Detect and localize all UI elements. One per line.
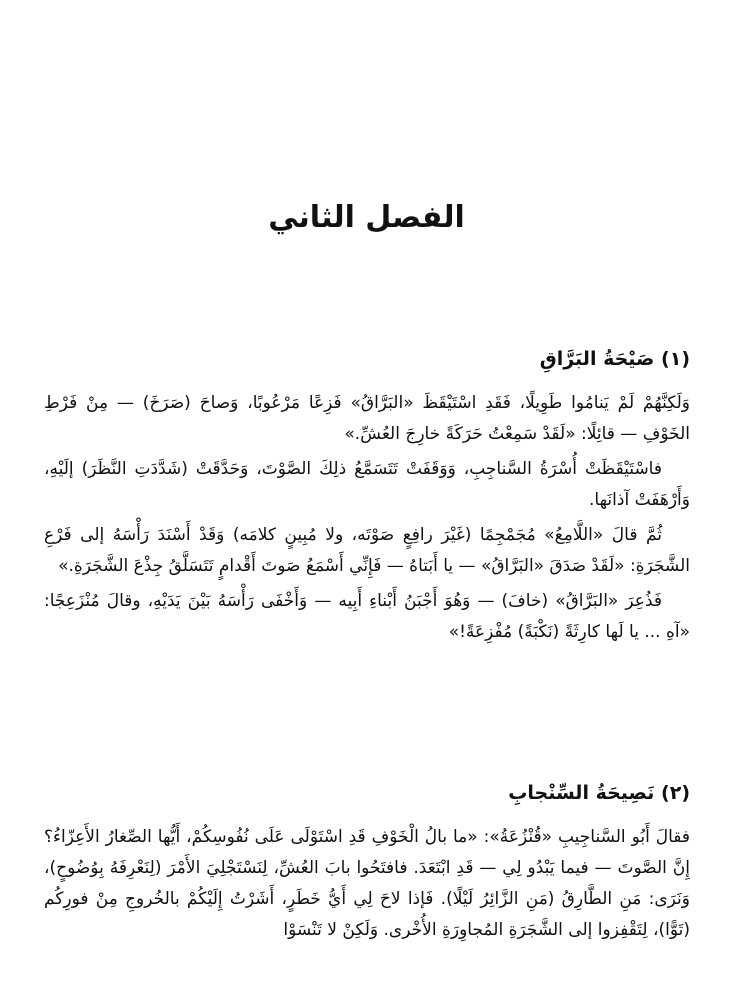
section-bright-ones-cry <box>44 348 690 652</box>
section-squirrel-advice <box>44 782 690 950</box>
paragraph: فاسْتَيْقَظَتْ أُسْرَةُ السَّناجِبِ، وَوَقَفَتْ تَتَسَمَّعُ ذلِكَ الصَّوْتَ، وَحَدَّقَتْ (شَدَّدَتِ النَّظَرَ) إلَيْهِ، وَأَرْهَفَتْ آذانَها. <box>44 459 690 510</box>
paragraph: وَلَكِنَّهُمْ لَمْ يَنامُوا طَوِيلًا، فَقَدِ اسْتَيْقَظَ «البَرَّاقُ» فَزِعًا مَرْعُوبًا، وَصاحَ (صَرَخَ) — مِنْ فَرْطِ الخَوْفِ — قائِلًا: «لَقَدْ سَمِعْتُ حَرَكَةً خارِجَ العُشِّ.» <box>44 393 690 444</box>
section-heading: (١) صَيْحَةُ البَرَّاقِ <box>539 348 690 370</box>
paragraph: فقالَ أَبُو السَّناجِيبِ «قُنْزُعَةُ»: «ما بالُ الْخَوْفِ قَدِ اسْتَوْلَى عَلَى نُفُوسِكُمْ، أَيُّها الصِّغارُ الأَعِزّاءُ؟ إِنَّ الصَّوتَ — فيما يَبْدُو لِي — قَدِ ابْتَعَدَ. فافتَحُوا بابَ العُشِّ، لِنَسْتَجْلِيَ الأَمْرَ (لِنَعْرِفَهُ بِوُضُوحٍ)، وَنَرَى: مَنِ الطَّارِقُ (مَنِ الزَّائِرُ لَيْلًا). فَإذا لاحَ لِي أَيُّ خَطَرٍ، أَشَرْتُ إِلَيْكُمْ بالخُروجِ مِنْ فورِكُم (تَوًّا)، لِتَقْفِزوا إلى الشَّجَرَةِ المُجاوِرَةِ الأُخْرى. وَلَكِنْ لا تَنْسَوْا <box>44 827 690 940</box>
chapter-title: الفصل الثاني <box>268 200 465 235</box>
section-heading: (٢) نَصِيحَةُ السِّنْجابِ <box>508 782 690 804</box>
paragraph: فَذُعِرَ «البَرَّاقُ» (خافَ) — وَهُوَ أَجْبَنُ أَبْناءِ أَبِيه — وَأَخْفَى رَأْسَهُ بَيْنَ يَدَيْهِ، وقالَ مُنْزَعِجًا: «آهِ ... يا لَها كارِثَةً (نَكْبَةً) مُفْزِعَةً!» <box>44 591 690 642</box>
paragraph: ثُمَّ قالَ «اللَّامِعُ» مُجَمْجِمًا (غَيْرَ رافِعٍ صَوْتَه، ولا مُبِينٍ كلامَه) وَقَدْ أَسْنَدَ رَأْسَهُ إلى فَرْعِ الشَّجَرَةِ: «لَقَدْ صَدَقَ «البَرَّاقُ» — يا أَبَتاهُ — فَإِنِّي أَسْمَعُ صَوتَ أَقْدامٍ تَتَسَلَّقُ جِذْعَ الشَّجَرَةِ.» <box>44 525 690 576</box>
